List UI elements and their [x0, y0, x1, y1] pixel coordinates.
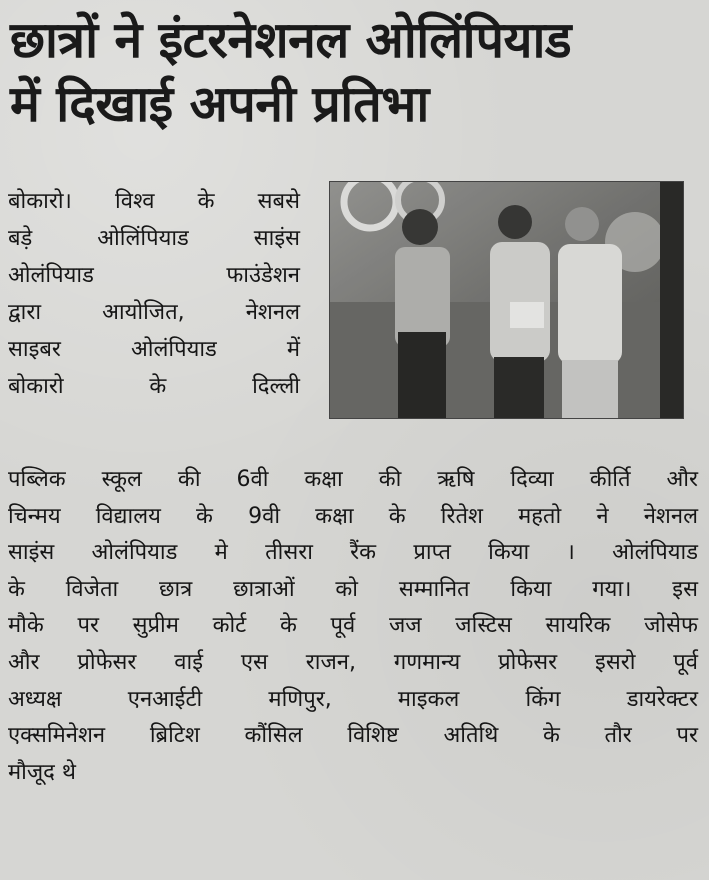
intro-line: ओलंपियाड फाउंडेशन: [8, 263, 300, 288]
body-line: मौके पर सुप्रीम कोर्ट के पूर्व जज जस्टिस सायरिक जोसेफ: [8, 613, 698, 639]
body-line: एक्समिनेशन ब्रिटिश कौंसिल विशिष्ट अतिथि के तौर पर: [8, 723, 698, 749]
photo-illustration: [330, 182, 683, 418]
body-line: चिन्मय विद्यालय के 9वी कक्षा के रितेश महतो ने नेशनल: [8, 503, 698, 529]
intro-line: द्वारा आयोजित, नेशनल: [8, 300, 300, 325]
intro-line: साइबर ओलंपियाड में: [8, 337, 300, 362]
article-intro-column: [8, 183, 300, 405]
body-line: अध्यक्ष एनआईटी मणिपुर, माइकल किंग डायरेक्टर: [8, 686, 698, 712]
article-headline: [10, 8, 700, 136]
body-line: साइंस ओलंपियाड मे तीसरा रैंक प्राप्त किया । ओलंपियाड: [8, 540, 698, 566]
article-body: [8, 462, 698, 791]
award-ceremony-photo: [329, 181, 684, 419]
body-line: मौजूद थे: [8, 759, 76, 785]
intro-line: बोकारो के दिल्ली: [8, 374, 300, 399]
headline-line-2: में दिखाई अपनी प्रतिभा: [10, 75, 429, 133]
intro-line: बोकारो। विश्व के सबसे: [8, 189, 300, 214]
intro-line: बड़े ओलिंपियाड साइंस: [8, 226, 300, 251]
headline-line-1: छात्रों ने इंटरनेशनल ओलिंपियाड: [10, 11, 572, 69]
body-line: पब्लिक स्कूल की 6वी कक्षा की ऋषि दिव्या कीर्ति और: [8, 467, 698, 492]
body-line: के विजेता छात्र छात्राओं को सम्मानित किया गया। इस: [8, 576, 698, 602]
body-line: और प्रोफेसर वाई एस राजन, गणमान्य प्रोफेसर इसरो पूर्व: [8, 649, 698, 675]
